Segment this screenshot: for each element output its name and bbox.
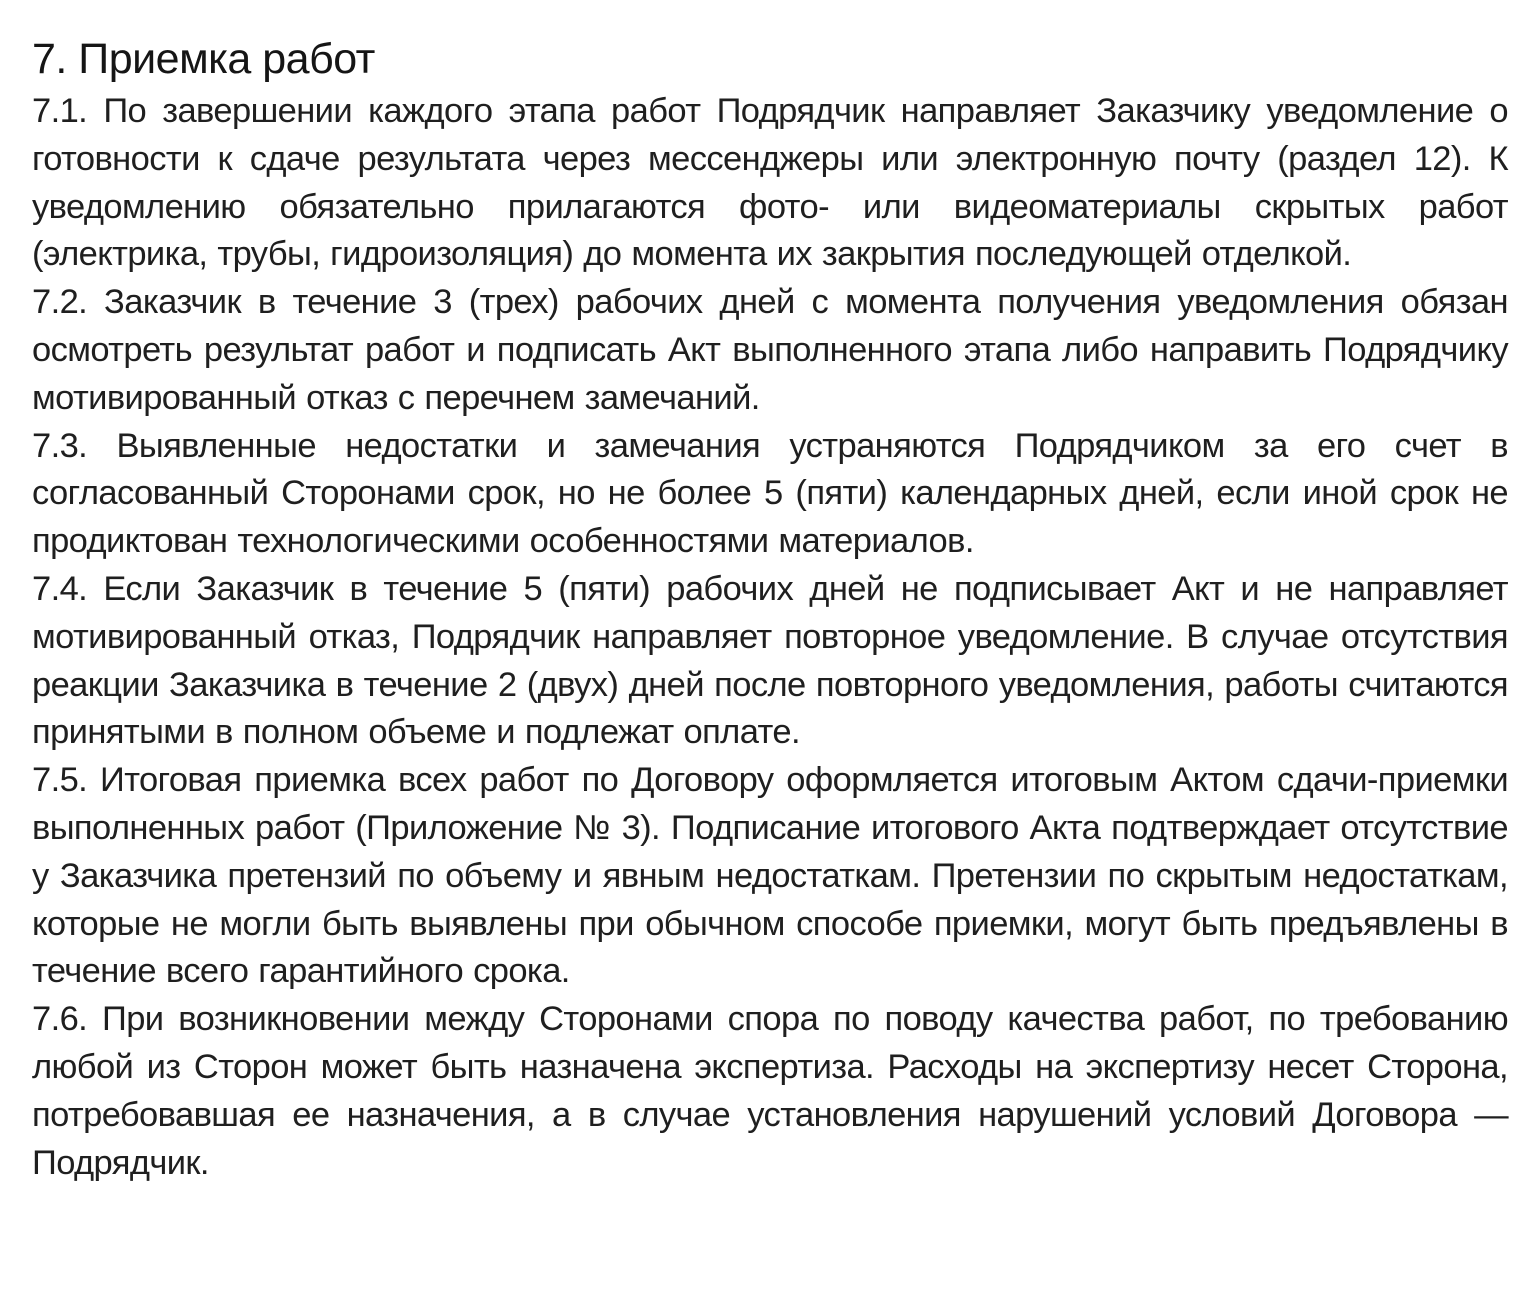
clause-7-4 xyxy=(32,566,1508,757)
clause-number: 7.5. xyxy=(32,761,88,800)
clause-text: При возникновении между Сторонами спора по поводу качества работ, по требованию любой из Сторон может быть назначена экспертиза. Расходы на экспертизу несет Сторона, потребовавшая ее назначения, а в случае установления нарушений условий Договора — Подрядчик. xyxy=(32,1000,1508,1182)
clause-7-2 xyxy=(32,279,1508,422)
clause-number: 7.1. xyxy=(32,92,88,130)
clause-number: 7.6. xyxy=(32,1000,88,1039)
clause-number: 7.2. xyxy=(32,283,88,322)
clause-number: 7.3. xyxy=(32,426,88,465)
document-body xyxy=(32,30,1508,1187)
clause-text: Заказчик в течение 3 (трех) рабочих дней с момента получения уведомления обязан осмотреть результат работ и подписать Акт выполненного этапа либо направить Подрядчику мотивированный отказ с перечнем замечаний. xyxy=(32,283,1508,417)
clause-text: По завершении каждого этапа работ Подрядчик направляет Заказчику уведомление о готовности к сдаче результата через мессенджеры или электронную почту (раздел 12). К уведомлению обязательно прилагаются фото- или видеоматериалы скрытых работ (электрика, трубы, гидроизоляция) до момента их закрытия последующей отделкой. xyxy=(32,92,1508,274)
clause-7-6 xyxy=(32,996,1508,1187)
clause-number: 7.4. xyxy=(32,569,88,608)
clause-7-3 xyxy=(32,423,1508,566)
clause-7-5 xyxy=(32,757,1508,996)
clause-text: Итоговая приемка всех работ по Договору оформляется итоговым Актом сдачи-приемки выполненных работ (Приложение № 3). Подписание итогового Акта подтверждает отсутствие у Заказчика претензий по объему и явным недостаткам. Претензии по скрытым недостаткам, которые не могли быть выявлены при обычном способе приемки, могут быть предъявлены в течение всего гарантийного срока. xyxy=(32,761,1508,991)
section-title: 7. Приемка работ xyxy=(32,35,375,83)
clause-7-1 xyxy=(32,88,1508,279)
clause-text: Выявленные недостатки и замечания устраняются Подрядчиком за его счет в согласованный Сторонами срок, но не более 5 (пяти) календарных дней, если иной срок не продиктован технологическими особенностями материалов. xyxy=(32,426,1508,561)
clause-text: Если Заказчик в течение 5 (пяти) рабочих дней не подписывает Акт и не направляет мотивированный отказ, Подрядчик направляет повторное уведомление. В случае отсутствия реакции Заказчика в течение 2 (двух) дней после повторного уведомления, работы считаются принятыми в полном объеме и подлежат оплате. xyxy=(32,569,1508,752)
